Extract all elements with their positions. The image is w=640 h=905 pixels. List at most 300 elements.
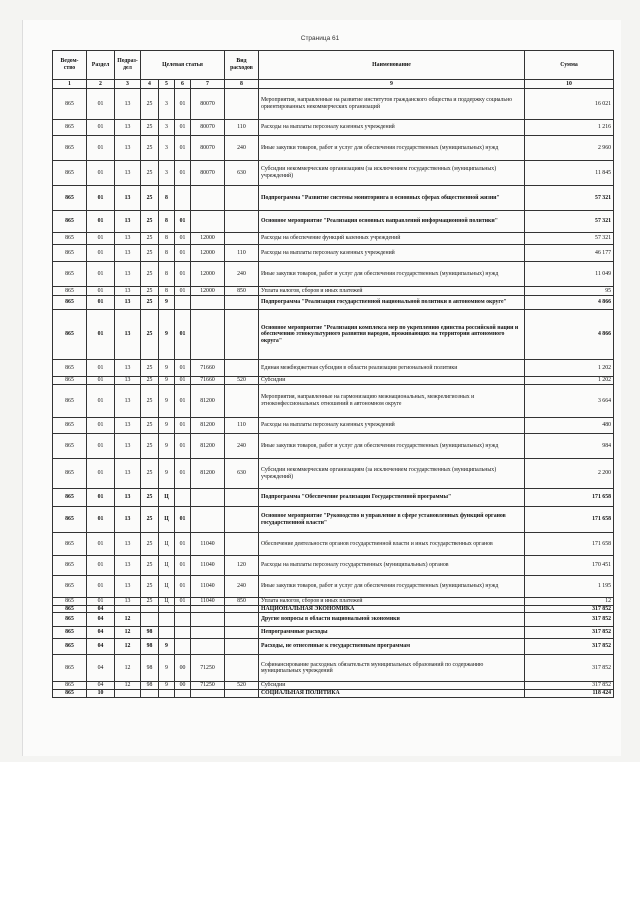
- event-cell: 01: [175, 120, 191, 136]
- amount-cell: 317 852: [525, 605, 614, 613]
- table-row: [53, 120, 614, 136]
- amount-cell: 11 845: [525, 161, 614, 186]
- program-cell: 25: [141, 507, 159, 533]
- program-cell: 25: [141, 360, 159, 377]
- vedomstvo-cell: 865: [53, 489, 87, 507]
- name-cell: СОЦИАЛЬНАЯ ПОЛИТИКА: [259, 690, 525, 698]
- subprogram-cell: [159, 690, 175, 698]
- podrazdel-cell: 13: [115, 287, 141, 296]
- razdel-cell: 01: [87, 245, 115, 262]
- subprogram-cell: 8: [159, 262, 175, 287]
- vedomstvo-cell: 865: [53, 613, 87, 627]
- subprogram-cell: 8: [159, 233, 175, 245]
- amount-cell: 4 866: [525, 296, 614, 310]
- table-row: [53, 186, 614, 211]
- expense-type-cell: 520: [225, 377, 259, 385]
- podrazdel-cell: 13: [115, 161, 141, 186]
- name-cell: Подпрограмма "Развитие системы мониторинга в основных сферах общественной жизни": [259, 186, 525, 211]
- column-index-cell: 9: [259, 80, 525, 89]
- razdel-cell: 01: [87, 418, 115, 434]
- direction-cell: [191, 211, 225, 233]
- razdel-cell: 01: [87, 489, 115, 507]
- expense-type-cell: 630: [225, 459, 259, 489]
- razdel-cell: 04: [87, 627, 115, 639]
- razdel-cell: 01: [87, 136, 115, 161]
- expense-type-cell: [225, 655, 259, 682]
- expense-type-cell: [225, 233, 259, 245]
- expense-type-cell: 110: [225, 418, 259, 434]
- name-cell: Расходы на выплаты персоналу казенных учреждений: [259, 120, 525, 136]
- vedomstvo-cell: 865: [53, 690, 87, 698]
- expense-type-cell: [225, 533, 259, 556]
- subprogram-cell: 8: [159, 245, 175, 262]
- column-index-cell: 7: [191, 80, 225, 89]
- expense-type-cell: 240: [225, 434, 259, 459]
- expense-type-cell: [225, 385, 259, 418]
- razdel-cell: 01: [87, 233, 115, 245]
- subprogram-cell: 8: [159, 287, 175, 296]
- program-cell: 98: [141, 655, 159, 682]
- event-cell: 01: [175, 245, 191, 262]
- name-cell: Субсидии: [259, 682, 525, 690]
- amount-cell: 1 195: [525, 576, 614, 598]
- vedomstvo-cell: 865: [53, 186, 87, 211]
- podrazdel-cell: 13: [115, 360, 141, 377]
- expense-type-cell: [225, 605, 259, 613]
- event-cell: [175, 613, 191, 627]
- podrazdel-cell: 13: [115, 262, 141, 287]
- razdel-cell: 01: [87, 507, 115, 533]
- event-cell: [175, 639, 191, 655]
- table-row: [53, 533, 614, 556]
- program-cell: 25: [141, 385, 159, 418]
- table-row: [53, 136, 614, 161]
- amount-cell: 1 202: [525, 360, 614, 377]
- podrazdel-cell: 13: [115, 296, 141, 310]
- expense-type-cell: [225, 89, 259, 120]
- podrazdel-cell: 13: [115, 489, 141, 507]
- subprogram-cell: Ц: [159, 598, 175, 606]
- subprogram-cell: 9: [159, 459, 175, 489]
- amount-cell: 171 658: [525, 507, 614, 533]
- subprogram-cell: 9: [159, 639, 175, 655]
- program-cell: [141, 605, 159, 613]
- program-cell: 25: [141, 418, 159, 434]
- direction-cell: 80070: [191, 161, 225, 186]
- program-cell: [141, 613, 159, 627]
- razdel-cell: 01: [87, 556, 115, 576]
- program-cell: [141, 690, 159, 698]
- podrazdel-cell: 12: [115, 627, 141, 639]
- event-cell: [175, 605, 191, 613]
- event-cell: 01: [175, 360, 191, 377]
- direction-cell: 71250: [191, 682, 225, 690]
- name-cell: Иные закупки товаров, работ и услуг для обеспечения государственных (муниципальных) нужд: [259, 136, 525, 161]
- subprogram-cell: 9: [159, 434, 175, 459]
- amount-cell: 12: [525, 598, 614, 606]
- amount-cell: 95: [525, 287, 614, 296]
- razdel-cell: 01: [87, 186, 115, 211]
- razdel-cell: 04: [87, 613, 115, 627]
- vedomstvo-cell: 865: [53, 296, 87, 310]
- subprogram-cell: [159, 613, 175, 627]
- event-cell: 01: [175, 211, 191, 233]
- event-cell: 01: [175, 459, 191, 489]
- subprogram-cell: 9: [159, 296, 175, 310]
- razdel-cell: 01: [87, 360, 115, 377]
- table-row: [53, 385, 614, 418]
- amount-cell: 57 321: [525, 233, 614, 245]
- table-row: [53, 556, 614, 576]
- subprogram-cell: 9: [159, 360, 175, 377]
- amount-cell: 2 200: [525, 459, 614, 489]
- program-cell: 25: [141, 161, 159, 186]
- vedomstvo-cell: 865: [53, 418, 87, 434]
- table-body: [53, 89, 614, 698]
- vedomstvo-cell: 865: [53, 434, 87, 459]
- event-cell: 00: [175, 682, 191, 690]
- name-cell: Уплата налогов, сборов и иных платежей: [259, 598, 525, 606]
- direction-cell: 11040: [191, 556, 225, 576]
- razdel-cell: 01: [87, 120, 115, 136]
- podrazdel-cell: 13: [115, 233, 141, 245]
- podrazdel-cell: 13: [115, 120, 141, 136]
- amount-cell: 2 960: [525, 136, 614, 161]
- column-index-cell: 8: [225, 80, 259, 89]
- subprogram-cell: 3: [159, 120, 175, 136]
- name-cell: Субсидии: [259, 377, 525, 385]
- podrazdel-cell: 13: [115, 434, 141, 459]
- podrazdel-cell: 13: [115, 507, 141, 533]
- amount-cell: 480: [525, 418, 614, 434]
- table-row: [53, 245, 614, 262]
- column-index-cell: 2: [87, 80, 115, 89]
- expense-type-cell: [225, 639, 259, 655]
- podrazdel-cell: 13: [115, 186, 141, 211]
- program-cell: 25: [141, 245, 159, 262]
- name-cell: Другие вопросы в области национальной экономики: [259, 613, 525, 627]
- subprogram-cell: [159, 627, 175, 639]
- program-cell: 25: [141, 533, 159, 556]
- program-cell: 25: [141, 576, 159, 598]
- direction-cell: 81200: [191, 459, 225, 489]
- amount-cell: 317 852: [525, 613, 614, 627]
- event-cell: 01: [175, 233, 191, 245]
- razdel-cell: 01: [87, 598, 115, 606]
- razdel-cell: 04: [87, 639, 115, 655]
- event-cell: 01: [175, 310, 191, 360]
- program-cell: 25: [141, 310, 159, 360]
- amount-cell: 118 424: [525, 690, 614, 698]
- table-row: [53, 655, 614, 682]
- podrazdel-cell: 13: [115, 385, 141, 418]
- direction-cell: 71250: [191, 655, 225, 682]
- expense-type-cell: 240: [225, 136, 259, 161]
- subprogram-cell: 3: [159, 136, 175, 161]
- name-cell: Расходы, не отнесенные к государственным программам: [259, 639, 525, 655]
- amount-cell: 46 177: [525, 245, 614, 262]
- subprogram-cell: 9: [159, 655, 175, 682]
- amount-cell: 984: [525, 434, 614, 459]
- event-cell: 01: [175, 556, 191, 576]
- amount-cell: 317 852: [525, 655, 614, 682]
- program-cell: 25: [141, 262, 159, 287]
- table-row: [53, 598, 614, 606]
- amount-cell: 317 852: [525, 682, 614, 690]
- event-cell: [175, 186, 191, 211]
- vedomstvo-cell: 865: [53, 233, 87, 245]
- expense-type-cell: [225, 507, 259, 533]
- expense-type-cell: 520: [225, 682, 259, 690]
- table-row: [53, 287, 614, 296]
- direction-cell: 81200: [191, 418, 225, 434]
- razdel-cell: 10: [87, 690, 115, 698]
- direction-cell: 81200: [191, 434, 225, 459]
- razdel-cell: 01: [87, 459, 115, 489]
- expense-type-cell: [225, 360, 259, 377]
- vedomstvo-cell: 865: [53, 655, 87, 682]
- name-cell: Субсидии некоммерческим организациям (за исключением государственных (муниципальных) учреждений): [259, 459, 525, 489]
- amount-cell: 57 321: [525, 211, 614, 233]
- subprogram-cell: Ц: [159, 489, 175, 507]
- subprogram-cell: 9: [159, 377, 175, 385]
- name-cell: Обеспечение деятельности органов государственной власти и иных государственных органов: [259, 533, 525, 556]
- razdel-cell: 01: [87, 296, 115, 310]
- col-header-podrazdel: Подраз-дел: [115, 51, 141, 80]
- direction-cell: 11040: [191, 598, 225, 606]
- table-row: [53, 211, 614, 233]
- event-cell: 01: [175, 598, 191, 606]
- program-cell: 25: [141, 211, 159, 233]
- event-cell: 01: [175, 161, 191, 186]
- event-cell: 01: [175, 89, 191, 120]
- subprogram-cell: 9: [159, 418, 175, 434]
- podrazdel-cell: [115, 690, 141, 698]
- table-row: [53, 489, 614, 507]
- direction-cell: [191, 489, 225, 507]
- vedomstvo-cell: 865: [53, 598, 87, 606]
- program-cell: 98: [141, 639, 159, 655]
- podrazdel-cell: 13: [115, 556, 141, 576]
- direction-cell: [191, 310, 225, 360]
- name-cell: Иные закупки товаров, работ и услуг для обеспечения государственных (муниципальных) нужд: [259, 576, 525, 598]
- amount-cell: 1 202: [525, 377, 614, 385]
- table-row: [53, 434, 614, 459]
- name-cell: Субсидии некоммерческим организациям (за исключением государственных (муниципальных) учреждений): [259, 161, 525, 186]
- razdel-cell: 01: [87, 385, 115, 418]
- vedomstvo-cell: 865: [53, 682, 87, 690]
- table-row: [53, 627, 614, 639]
- direction-cell: 12000: [191, 262, 225, 287]
- col-header-naim: Наименование: [259, 51, 525, 80]
- vedomstvo-cell: 865: [53, 556, 87, 576]
- expense-type-cell: 120: [225, 556, 259, 576]
- program-cell: 25: [141, 556, 159, 576]
- razdel-cell: 01: [87, 434, 115, 459]
- razdel-cell: 04: [87, 605, 115, 613]
- razdel-cell: 01: [87, 310, 115, 360]
- vedomstvo-cell: 865: [53, 533, 87, 556]
- amount-cell: 1 216: [525, 120, 614, 136]
- program-cell: 25: [141, 489, 159, 507]
- name-cell: Расходы на выплаты персоналу государственных (муниципальных) органов: [259, 556, 525, 576]
- name-cell: Мероприятия, направленные на гармонизацию межнациональных, межрелигиозных и этноконфессиональных отношений в автономном округе: [259, 385, 525, 418]
- table-row: [53, 690, 614, 698]
- table-row: [53, 418, 614, 434]
- amount-cell: 16 021: [525, 89, 614, 120]
- razdel-cell: 01: [87, 161, 115, 186]
- name-cell: Расходы на выплаты персоналу казенных учреждений: [259, 245, 525, 262]
- direction-cell: 81200: [191, 385, 225, 418]
- direction-cell: [191, 605, 225, 613]
- podrazdel-cell: 13: [115, 598, 141, 606]
- vedomstvo-cell: 865: [53, 605, 87, 613]
- program-cell: 25: [141, 120, 159, 136]
- name-cell: Подпрограмма "Обеспечение реализации Государственной программы": [259, 489, 525, 507]
- column-index-cell: 3: [115, 80, 141, 89]
- expense-type-cell: 850: [225, 287, 259, 296]
- event-cell: [175, 627, 191, 639]
- vedomstvo-cell: 865: [53, 507, 87, 533]
- program-cell: 25: [141, 459, 159, 489]
- razdel-cell: 04: [87, 655, 115, 682]
- expense-type-cell: 240: [225, 262, 259, 287]
- table-row: [53, 639, 614, 655]
- event-cell: [175, 296, 191, 310]
- vedomstvo-cell: 865: [53, 89, 87, 120]
- direction-cell: [191, 639, 225, 655]
- event-cell: 01: [175, 385, 191, 418]
- vedomstvo-cell: 865: [53, 576, 87, 598]
- vedomstvo-cell: 865: [53, 287, 87, 296]
- amount-cell: 317 852: [525, 639, 614, 655]
- event-cell: 01: [175, 377, 191, 385]
- col-header-vedomstvo: Ведом-ство: [53, 51, 87, 80]
- event-cell: 01: [175, 434, 191, 459]
- name-cell: Расходы на выплаты персоналу казенных учреждений: [259, 418, 525, 434]
- podrazdel-cell: 13: [115, 533, 141, 556]
- vedomstvo-cell: 865: [53, 310, 87, 360]
- direction-cell: 11040: [191, 576, 225, 598]
- subprogram-cell: Ц: [159, 507, 175, 533]
- subprogram-cell: 3: [159, 89, 175, 120]
- direction-cell: 12000: [191, 287, 225, 296]
- razdel-cell: 01: [87, 576, 115, 598]
- podrazdel-cell: 13: [115, 418, 141, 434]
- amount-cell: 57 321: [525, 186, 614, 211]
- blank-margin: [0, 762, 640, 905]
- expense-type-cell: [225, 296, 259, 310]
- direction-cell: 80070: [191, 136, 225, 161]
- podrazdel-cell: 13: [115, 310, 141, 360]
- name-cell: Основное мероприятие "Руководство и управление в сфере установленных функций органов государственной власти": [259, 507, 525, 533]
- header-row: [53, 51, 614, 80]
- direction-cell: 71660: [191, 377, 225, 385]
- subprogram-cell: Ц: [159, 533, 175, 556]
- program-cell: 25: [141, 89, 159, 120]
- col-header-razdel: Раздел: [87, 51, 115, 80]
- subprogram-cell: Ц: [159, 576, 175, 598]
- direction-cell: [191, 507, 225, 533]
- direction-cell: 12000: [191, 233, 225, 245]
- direction-cell: [191, 613, 225, 627]
- vedomstvo-cell: 865: [53, 360, 87, 377]
- event-cell: 01: [175, 262, 191, 287]
- program-cell: 25: [141, 287, 159, 296]
- column-index-cell: 10: [525, 80, 614, 89]
- table-row: [53, 233, 614, 245]
- vedomstvo-cell: 865: [53, 120, 87, 136]
- podrazdel-cell: 13: [115, 89, 141, 120]
- table-row: [53, 576, 614, 598]
- name-cell: Непрограммные расходы: [259, 627, 525, 639]
- subprogram-cell: Ц: [159, 556, 175, 576]
- vedomstvo-cell: 865: [53, 639, 87, 655]
- name-cell: Иные закупки товаров, работ и услуг для обеспечения государственных (муниципальных) нужд: [259, 434, 525, 459]
- subprogram-cell: 8: [159, 211, 175, 233]
- name-cell: Единая межбюджетная субсидия в области реализации региональной политики: [259, 360, 525, 377]
- name-cell: Расходы на обеспечение функций казенных учреждений: [259, 233, 525, 245]
- name-cell: Подпрограмма "Реализация государственной национальной политики в автономном округе": [259, 296, 525, 310]
- subprogram-cell: 8: [159, 186, 175, 211]
- amount-cell: 317 852: [525, 627, 614, 639]
- vedomstvo-cell: 865: [53, 459, 87, 489]
- event-cell: 01: [175, 418, 191, 434]
- page-number: Страница 61: [300, 35, 340, 42]
- podrazdel-cell: 12: [115, 655, 141, 682]
- name-cell: Иные закупки товаров, работ и услуг для обеспечения государственных (муниципальных) нужд: [259, 262, 525, 287]
- podrazdel-cell: 13: [115, 245, 141, 262]
- subprogram-cell: 9: [159, 310, 175, 360]
- expense-type-cell: [225, 690, 259, 698]
- amount-cell: 3 664: [525, 385, 614, 418]
- expense-type-cell: 240: [225, 576, 259, 598]
- expense-type-cell: [225, 310, 259, 360]
- expense-type-cell: [225, 211, 259, 233]
- program-cell: 25: [141, 233, 159, 245]
- razdel-cell: 04: [87, 682, 115, 690]
- direction-cell: 71660: [191, 360, 225, 377]
- program-cell: 25: [141, 598, 159, 606]
- direction-cell: [191, 690, 225, 698]
- event-cell: 01: [175, 507, 191, 533]
- podrazdel-cell: 13: [115, 459, 141, 489]
- table-row: [53, 605, 614, 613]
- subprogram-cell: [159, 605, 175, 613]
- razdel-cell: 01: [87, 211, 115, 233]
- subprogram-cell: 9: [159, 385, 175, 418]
- table-row: [53, 377, 614, 385]
- direction-cell: [191, 296, 225, 310]
- vedomstvo-cell: 865: [53, 377, 87, 385]
- amount-cell: 171 658: [525, 489, 614, 507]
- vedomstvo-cell: 865: [53, 161, 87, 186]
- expense-type-cell: 110: [225, 120, 259, 136]
- amount-cell: 171 658: [525, 533, 614, 556]
- column-index-cell: 6: [175, 80, 191, 89]
- name-cell: Основное мероприятие "Реализация основных направлений информационной политики": [259, 211, 525, 233]
- podrazdel-cell: 13: [115, 576, 141, 598]
- direction-cell: 80070: [191, 120, 225, 136]
- podrazdel-cell: 13: [115, 136, 141, 161]
- event-cell: 01: [175, 287, 191, 296]
- program-cell: 25: [141, 377, 159, 385]
- direction-cell: [191, 186, 225, 211]
- event-cell: 00: [175, 655, 191, 682]
- program-cell: 98: [141, 682, 159, 690]
- table-row: [53, 459, 614, 489]
- table-row: [53, 613, 614, 627]
